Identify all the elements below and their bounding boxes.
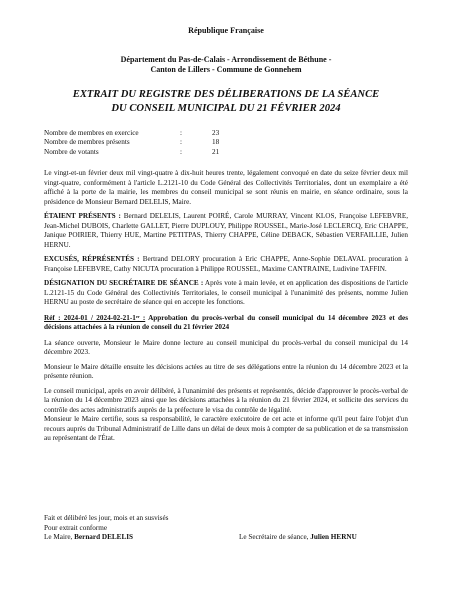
member-counts (44, 129, 408, 158)
count-label: Nombre de membres en exercice (44, 128, 139, 137)
body-paragraph: Monsieur le Maire détaille ensuite les décisions actées au titre de ses délégations entre la réunion du 14 décembre 2023 et la présente réunion. (44, 362, 408, 381)
mayor-name: Bernard DELELIS (74, 533, 134, 541)
count-separator: : (180, 147, 182, 156)
count-label: Nombre de votants (44, 147, 99, 156)
count-row (44, 129, 408, 139)
excused-text: Bertrand DELORY procuration à Eric CHAPPE, Anne-Sophie DELAVAL procuration à Françoise LEFEBVRE, Cathy NICUTA procuration à Philippe ROUSSEL, Maxime CANTRAINE, Ludivine TAFFIN. (44, 255, 408, 273)
secretary-prefix: Le Secrétaire de séance, (239, 533, 311, 541)
footer-line-2: Pour extrait conforme (44, 523, 108, 532)
present-text: Bernard DELELIS, Laurent POIRÉ, Carole MURRAY, Vincent KLOS, Françoise LEFEBVRE, Jean-Michel DUBOIS, Charlette GALLET, Pierre DUPLOUY, Philippe ROUSSEL, Marie-José LECLERCQ, Eric CHAPPE, Janique POIRIER, Thierry HUE, Martine PETITPAS, Thierry CHAPPE, Céline DEBACK, Sébastien VERFAILLIE, Julien HERNU. (44, 212, 409, 249)
secretary-text: Après vote à main levée, et en application des dispositions de l'article L.2121-15 du Code Général des Collectivités Territoriales, le conseil municipal à l'unanimité des présents, nomme Julien HERNU au poste de secrétaire de séance qui en accepte les fonctions. (44, 279, 408, 307)
title-line-2: DU CONSEIL MUNICIPAL DU 21 FÉVRIER 2024 (111, 103, 341, 115)
reference-subject: Approbation du procès-verbal du conseil municipal du 14 décembre 2023 et des décisions attachées à la réunion de conseil du 21 février 2024 (44, 313, 409, 332)
secretary-paragraph (44, 279, 408, 308)
secretary-signature (239, 533, 357, 543)
count-value: 18 (212, 138, 220, 147)
title-line-1: EXTRAIT DU REGISTRE DES DÉLIBERATIONS DE LA SÉANCE (72, 89, 380, 101)
present-label: ÉTAIENT PRÉSENTS : (44, 212, 121, 221)
secretary-name: Julien HERNU (310, 533, 357, 541)
excused-label: EXCUSÉS, RÉPRÉSENTÉS : (44, 255, 140, 264)
reference-heading (44, 314, 408, 333)
mayor-prefix: Le Maire, (44, 533, 75, 541)
present-paragraph (44, 212, 408, 250)
reference-number: Réf : 2024-01 / 2024-02-21-1ᵉʳ : (44, 313, 146, 322)
count-label: Nombre de membres présents (44, 138, 130, 147)
document-title (44, 88, 408, 116)
republic-heading: République Française (188, 26, 264, 35)
count-value: 21 (212, 147, 220, 156)
footer-line-1: Fait et délibéré les jour, mois et an susvisés (44, 514, 169, 522)
body-paragraph: La séance ouverte, Monsieur le Maire donne lecture au conseil municipal du procès-verbal du conseil municipal du 14 décembre 2023. (44, 338, 408, 357)
count-separator: : (180, 128, 182, 137)
body-paragraph: Le conseil municipal, après en avoir délibéré, à l'unanimité des présents et représentés, décide d'approuver le procès-verbal de la réunion du 14 décembre 2023 ainsi que les décisions attachées à la réunion du 21 février 2024, et sollicite des services du contrôle des actes administratifs auprès de la préfecture le visa du contrôle de légalité. Monsieur le Maire certifie, sous sa responsabilité, le caractère exécutoire de cet acte et informe qu'il peut faire l'objet d'un recours auprès du Tribunal Administratif de Lille dans un délai de deux mois à compter de sa publication et de sa transmission au représentant de l'État. (44, 386, 408, 443)
department-heading (44, 55, 408, 77)
count-row (44, 138, 408, 148)
count-row (44, 148, 408, 158)
secretary-label: DÉSIGNATION DU SECRÉTAIRE DE SÉANCE : (44, 279, 204, 288)
count-value: 23 (212, 128, 220, 137)
count-separator: : (180, 138, 182, 147)
intro-paragraph: Le vingt-et-un février deux mil vingt-quatre à dix-huit heures trente, légalement convoqué en date du seize février deux mil vingt-quatre, conformément à l'article L.2121-10 du Code Général des Collectivités Territoriales, dont un exemplaire a été affiché à la porte de la mairie, les membres du conseil municipal se sont réunis en mairie, en séance ordinaire, sous la présidence de Monsieur Bernard DELELIS, Maire. (44, 169, 408, 206)
department-line-1: Département du Pas-de-Calais - Arrondissement de Béthune - (120, 54, 332, 64)
excused-paragraph (44, 255, 408, 274)
department-line-2: Canton de Lillers - Commune de Gonnehem (150, 65, 302, 75)
signature-footer (44, 514, 408, 543)
